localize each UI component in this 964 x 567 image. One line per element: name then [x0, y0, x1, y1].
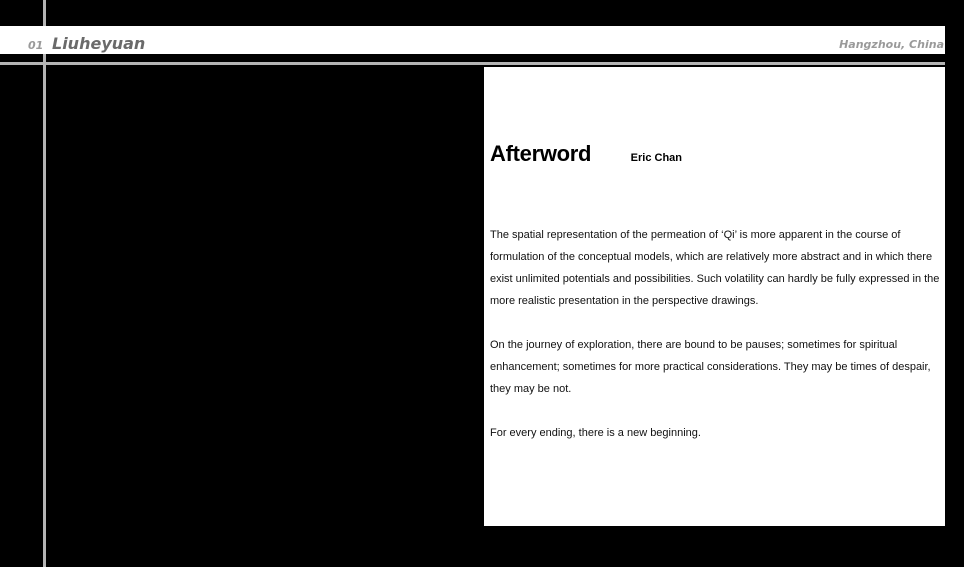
body-copy	[490, 224, 945, 466]
author-name: Eric Chan	[630, 152, 683, 164]
paragraph-3: For every ending, there is a new beginning.	[490, 427, 701, 439]
page-number: 01	[28, 39, 44, 52]
page-title: Liuheyuan	[52, 34, 146, 53]
location-label: Hangzhou, China	[839, 38, 944, 51]
vertical-divider-line	[43, 0, 46, 567]
paragraph-2: On the journey of exploration, there are bound to be pauses; sometimes for spiritual enhancement; sometimes for more practical considerations. They may be times of despair, they may be not.	[490, 339, 931, 395]
afterword-heading: Afterword	[490, 141, 592, 166]
paragraph-1: The spatial representation of the permeation of ‘Qi’ is more apparent in the course of formulation of the conceptual models, which are relatively more abstract and in which there exist unlimited potentials and possibilities. Such volatility can hardly be fully expressed in the more realistic presentation in the perspective drawings.	[490, 229, 940, 307]
heading-row	[490, 141, 682, 167]
header-rule	[0, 62, 945, 65]
afterword-panel	[484, 67, 945, 526]
